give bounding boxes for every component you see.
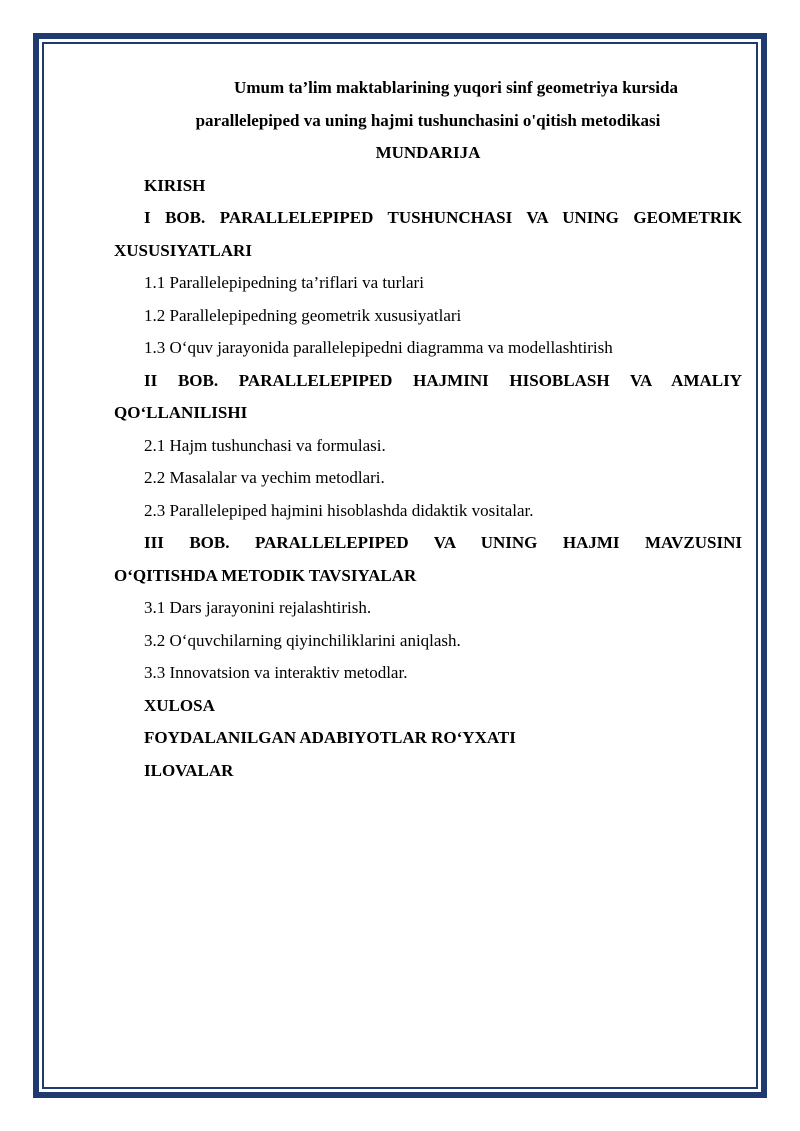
toc-appendices: ILOVALAR (144, 760, 234, 780)
title-line-2: parallelepiped va uning hajmi tushunchasini o'qitish metodikasi (195, 110, 661, 130)
title-line-1: Umum ta’lim maktablarining yuqori sinf geometriya kursida (234, 78, 678, 97)
document-content (114, 72, 742, 787)
toc-section-3-1: 3.1 Dars jarayonini rejalashtirish. (144, 598, 372, 617)
toc-section-1-3: 1.3 O‘quv jarayonida parallelepipedni diagramma va modellashtirish (144, 338, 613, 357)
toc-chapter-2-line-2: QO‘LLANILISHI (114, 403, 248, 422)
toc-chapter-3-line-2: O‘QITISHDA METODIK TAVSIYALAR (114, 565, 417, 585)
toc-chapter-3 (114, 527, 742, 592)
toc-section-3-2: 3.2 O‘quvchilarning qiyinchiliklarini aniqlash. (144, 630, 461, 650)
toc-section-2-1: 2.1 Hajm tushunchasi va formulasi. (144, 435, 386, 455)
toc-chapter-2 (114, 365, 742, 430)
toc-chapter-1-line-1: I BOB. PARALLELEPIPED TUSHUNCHASI VA UNING GEOMETRIK (144, 208, 742, 227)
toc-section-3-3: 3.3 Innovatsion va interaktiv metodlar. (144, 663, 408, 682)
toc-section-2-2: 2.2 Masalalar va yechim metodlari. (144, 468, 385, 487)
toc-section-1-2: 1.2 Parallelepipedning geometrik xususiyatlari (144, 305, 462, 325)
toc-chapter-1 (114, 202, 742, 267)
document-title (114, 72, 742, 170)
toc-conclusion: XULOSA (144, 695, 215, 715)
toc-references: FOYDALANILGAN ADABIYOTLAR RO‘YXATI (144, 728, 516, 747)
toc-intro: KIRISH (144, 175, 206, 195)
toc-section-1-1: 1.1 Parallelepipedning ta’riflari va turlari (144, 273, 424, 292)
contents-heading: MUNDARIJA (375, 143, 481, 162)
toc-chapter-2-line-1: II BOB. PARALLELEPIPED HAJMINI HISOBLASH VA AMALIY (144, 370, 742, 390)
toc-chapter-3-line-1: III BOB. PARALLELEPIPED VA UNING HAJMI MAVZUSINI (144, 533, 742, 552)
toc-chapter-1-line-2: XUSUSIYATLARI (114, 240, 252, 260)
toc-section-2-3: 2.3 Parallelepiped hajmini hisoblashda didaktik vositalar. (144, 500, 534, 520)
